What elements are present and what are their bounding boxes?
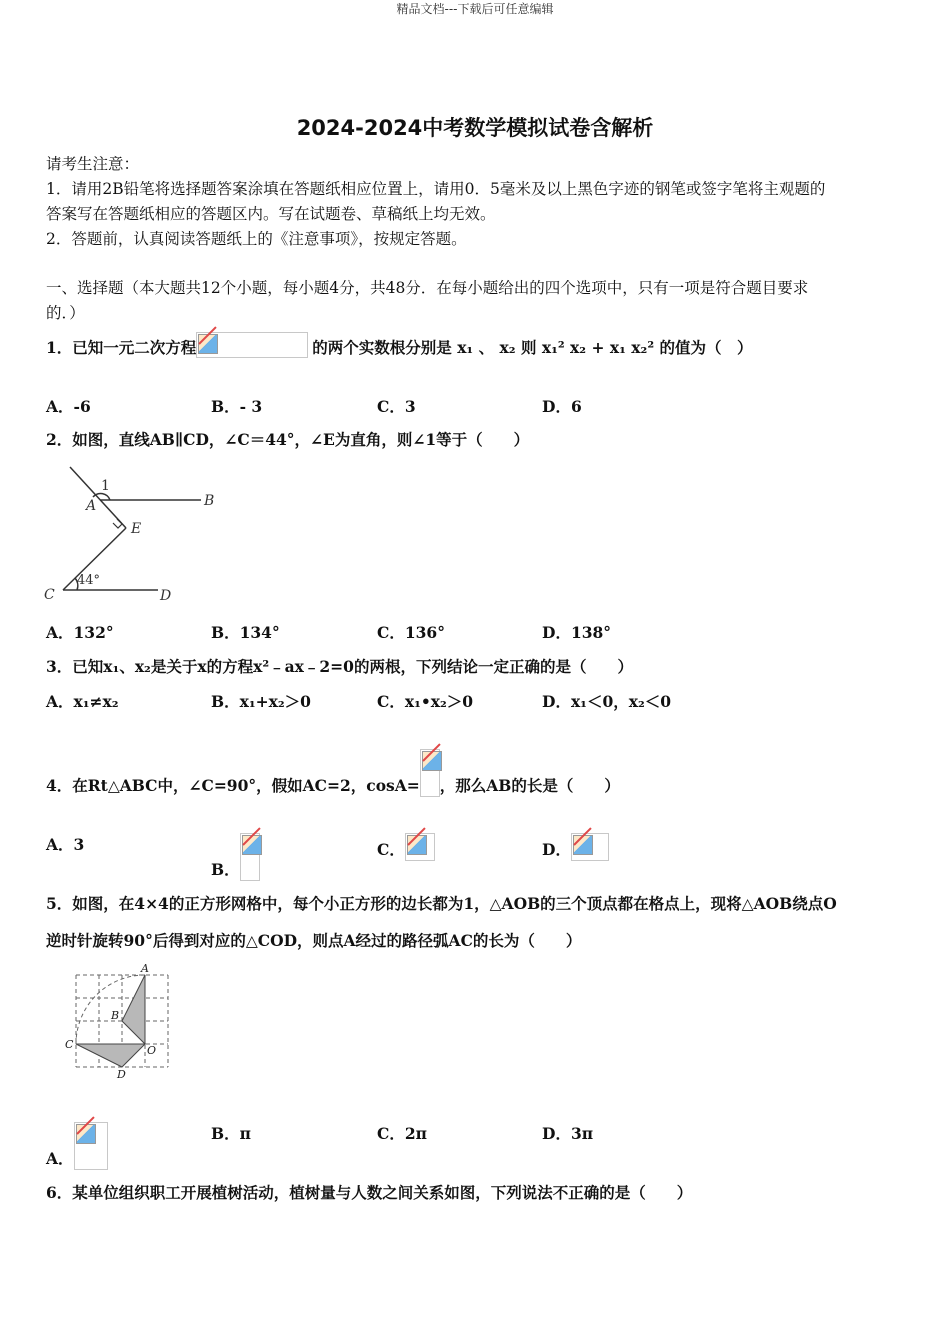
option-label: B． [211,860,240,879]
notice-line: 2．答题前，认真阅读答题纸上的《注意事项》，按规定答题。 [46,230,467,248]
notice-line: 答案写在答题纸相应的答题区内。写在试题卷、草稿纸上均无效。 [46,205,496,223]
page-header: 精品文档---下载后可任意编辑 [396,2,554,16]
question-4-text: 4．在Rt△ABC中，∠C=90°，假如AC=2，cosA= [46,776,420,795]
question-3: 3．已知x₁、x₂是关于x的方程x²﹣ax﹣2=0的两根，下列结论一定正确的是（ ） [46,657,633,676]
label-c: C [44,587,55,603]
label-a: A [141,962,149,975]
option-d: D．138° [542,623,612,642]
option-c: C．136° [377,623,445,642]
label-d: D [160,588,172,604]
option-b: B．x₁+x₂＞0 [211,692,311,711]
page-title: 2024-2024中考数学模拟试卷含解析 [296,116,654,140]
option-a: A．3 [46,835,85,854]
question-4-text: ，那么AB的长是（ ） [439,776,620,795]
label-b: B [111,1009,120,1022]
question-5: 逆时针旋转90°后得到对应的△COD，则点A经过的路径弧AC的长为（ ） [46,931,582,950]
label-d: D [117,1068,126,1081]
label-e: E [131,521,142,537]
option-c: C．2π [377,1124,427,1143]
section-heading: 的．） [46,304,85,322]
label-a: A [86,498,97,514]
option-a: A．132° [46,623,114,642]
option-a: A．-6 [46,397,91,416]
option-d: D．x₁＜0，x₂＜0 [542,692,672,711]
label-angle-1: 1 [101,478,110,494]
option-c: C．3 [377,397,416,416]
option-label: C． [377,840,405,859]
label-c: C [65,1038,74,1051]
option-c: C．x₁•x₂＞0 [377,692,474,711]
question-1-text: 的两个实数根分别是 x₁ 、 x₂ 则 x₁² x₂ + x₁ x₂² 的值为（ ） [312,338,753,357]
question-1-text: 1．已知一元二次方程 [46,338,197,357]
option-d: D．6 [542,397,582,416]
option-label: A． [46,1149,74,1168]
question-6: 6．某单位组织职工开展植树活动，植树量与人数之间关系如图，下列说法不正确的是（ ） [46,1183,693,1202]
label-44-degrees: 44° [77,573,101,588]
notice-heading: 请考生注意： [46,155,140,173]
option-d: D．3π [542,1124,594,1143]
section-heading: 一、选择题（本大题共12个小题，每小题4分，共48分．在每小题给出的四个选项中，只有一项是符合题目要求 [46,279,809,297]
option-b: B．134° [211,623,280,642]
question-2: 2．如图，直线AB∥CD，∠C＝44°，∠E为直角，则∠1等于（ ） [46,430,530,449]
label-o: O [147,1044,157,1057]
option-b: B．- 3 [211,397,263,416]
option-label: D． [542,840,571,859]
label-b: B [204,493,215,509]
question-5: 5．如图，在4×4的正方形网格中，每个小正方形的边长都为1，△AOB的三个顶点都在格点上，现将△AOB绕点O [46,894,837,913]
broken-image-icon [74,1122,108,1170]
option-a: A．x₁≠x₂ [46,692,119,711]
notice-line: 1．请用2B铅笔将选择题答案涂填在答题纸相应位置上，请用0．5毫米及以上黑色字迹的钢笔或签字笔将主观题的 [46,180,826,198]
option-a [46,1122,108,1170]
option-b: B．π [211,1124,251,1143]
